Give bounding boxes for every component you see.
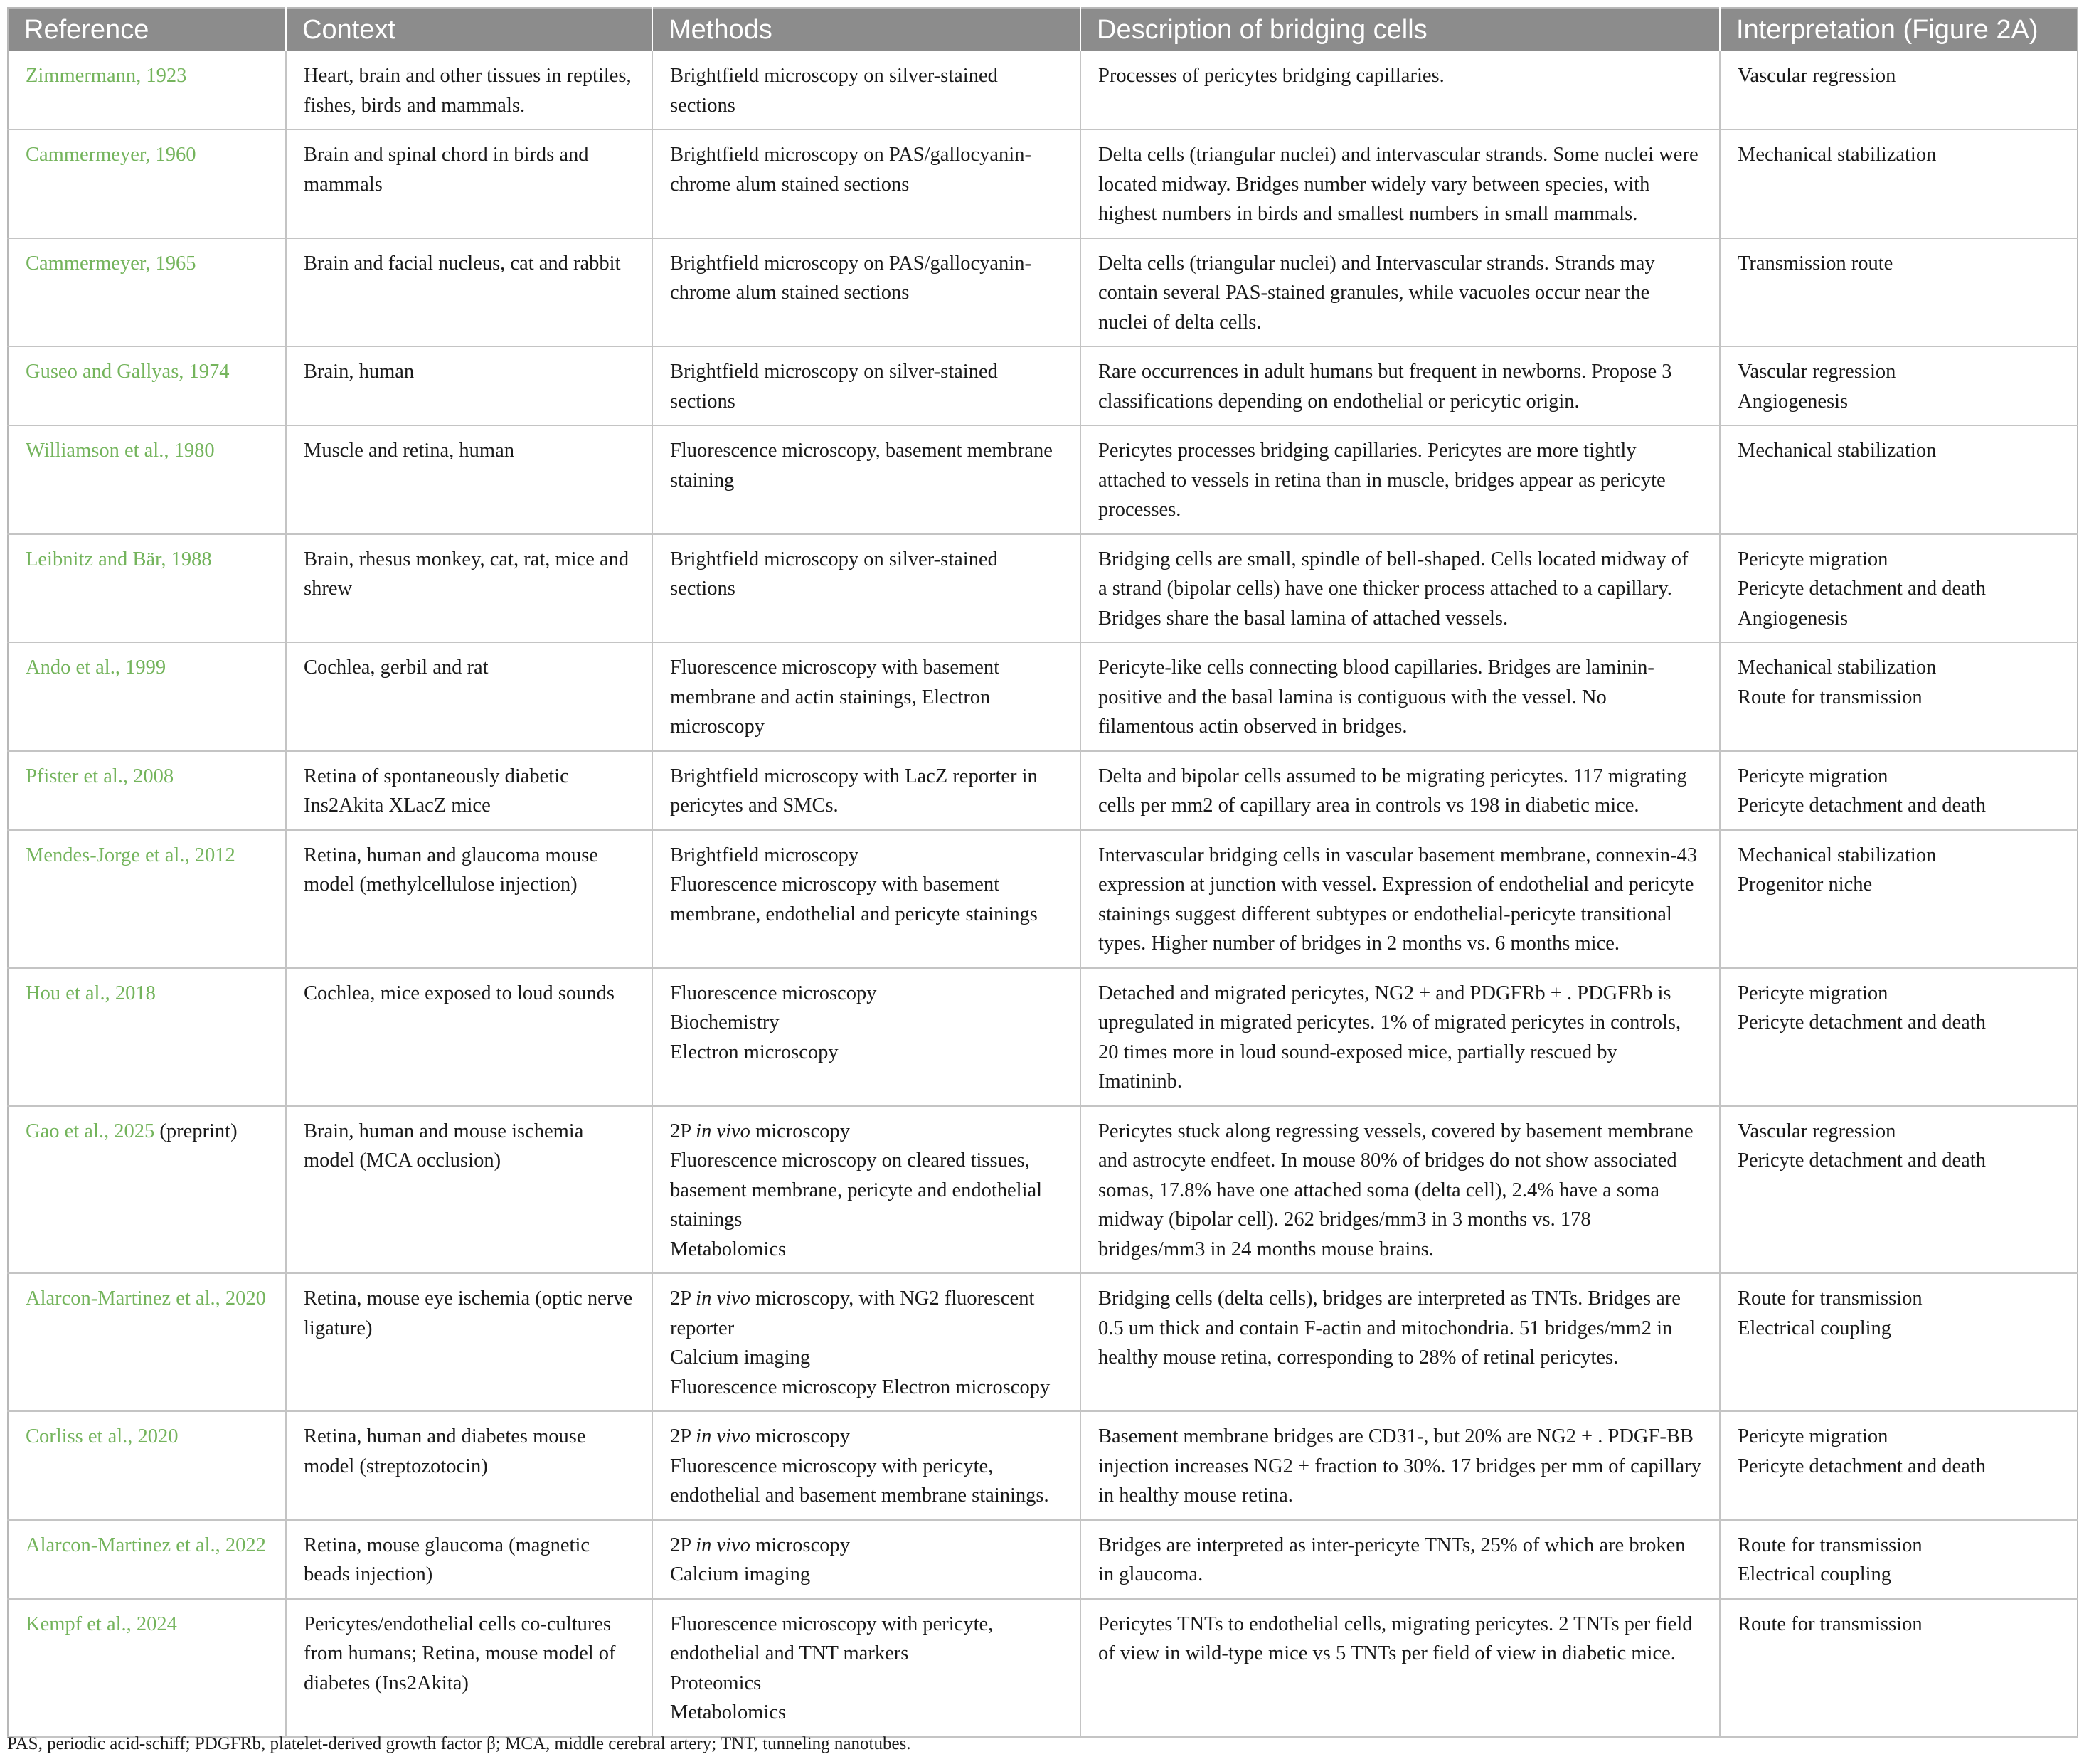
method-text: Proteomics: [670, 1672, 762, 1694]
interpretation-line: Pericyte detachment and death: [1738, 795, 1986, 817]
method-text: Brightfield microscopy on silver-stained sections: [670, 548, 998, 600]
methods-cell: [652, 1520, 1080, 1599]
reference-link[interactable]: Corliss et al., 2020: [26, 1425, 179, 1447]
table-container: [7, 7, 2077, 1738]
reference-link[interactable]: Zimmermann, 1923: [26, 65, 187, 87]
method-italic-text: in vivo: [696, 1534, 750, 1556]
method-italic-text: in vivo: [696, 1425, 750, 1447]
interpretation-line: Pericyte detachment and death: [1738, 578, 1986, 600]
methods-cell: [652, 129, 1080, 238]
context-cell: Brain, human and mouse ischemia model (MCA occlusion): [286, 1106, 652, 1274]
reference-cell: [8, 51, 286, 129]
reference-cell: [8, 1273, 286, 1411]
header-row: [8, 8, 2078, 51]
interpretation-line: Pericyte migration: [1738, 548, 1888, 570]
reference-link[interactable]: Cammermeyer, 1960: [26, 144, 196, 166]
method-text: Fluorescence microscopy with pericyte, endothelial and basement membrane stainings.: [670, 1455, 1049, 1507]
reference-link[interactable]: Guseo and Gallyas, 1974: [26, 361, 230, 383]
interpretation-line: Progenitor niche: [1738, 873, 1873, 896]
interpretation-cell: [1720, 1520, 2078, 1599]
table-row: [8, 129, 2078, 238]
header-description: Description of bridging cells: [1080, 8, 1720, 51]
interpretation-cell: [1720, 425, 2078, 534]
table-row: [8, 1411, 2078, 1520]
interpretation-line: Route for transmission: [1738, 1534, 1923, 1556]
interpretation-cell: [1720, 751, 2078, 830]
interpretation-line: Vascular regression: [1738, 1120, 1896, 1142]
interpretation-cell: [1720, 1106, 2078, 1274]
table-row: [8, 830, 2078, 968]
method-line: [670, 979, 1063, 1009]
interpretation-line: Pericyte detachment and death: [1738, 1011, 1986, 1034]
methods-cell: [652, 534, 1080, 643]
interpretation-line: Pericyte detachment and death: [1738, 1149, 1986, 1171]
interpretation-line: Vascular regression: [1738, 361, 1896, 383]
table-row: [8, 642, 2078, 751]
method-line: [670, 1117, 1063, 1147]
context-cell: Brain, rhesus monkey, cat, rat, mice and shrew: [286, 534, 652, 643]
context-cell: Retina, human and diabetes mouse model (streptozotocin): [286, 1411, 652, 1520]
reference-cell: [8, 425, 286, 534]
description-cell: Delta cells (triangular nuclei) and intervascular strands. Some nuclei were located midway. Bridges number widely vary between species, with highest numbers in birds and smallest numbers in small mammals.: [1080, 129, 1720, 238]
method-text: 2P: [670, 1534, 696, 1556]
reference-link[interactable]: Alarcon-Martinez et al., 2022: [26, 1534, 266, 1556]
interpretation-cell: [1720, 1411, 2078, 1520]
reference-link[interactable]: Williamson et al., 1980: [26, 440, 215, 462]
interpretation-line: Pericyte migration: [1738, 1425, 1888, 1447]
table-row: [8, 1520, 2078, 1599]
interpretation-line: Pericyte detachment and death: [1738, 1455, 1986, 1477]
interpretation-cell: [1720, 346, 2078, 425]
interpretation-line: Mechanical stabilization: [1738, 144, 1937, 166]
description-cell: Pericytes TNTs to endothelial cells, migrating pericytes. 2 TNTs per field of view in wild-type mice vs 5 TNTs per field of view in diabetic mice.: [1080, 1599, 1720, 1737]
interpretation-line: Mechanical stabilization: [1738, 657, 1937, 679]
interpretation-line: Transmission route: [1738, 252, 1893, 275]
method-italic-text: in vivo: [696, 1120, 750, 1142]
reference-link[interactable]: Pfister et al., 2008: [26, 765, 174, 787]
table-row: [8, 534, 2078, 643]
method-line: [670, 1235, 1063, 1265]
reference-link[interactable]: Hou et al., 2018: [26, 982, 156, 1004]
methods-cell: [652, 51, 1080, 129]
interpretation-line: Mechanical stabilization: [1738, 844, 1937, 866]
context-cell: Brain, human: [286, 346, 652, 425]
method-line: [670, 1698, 1063, 1728]
method-text: 2P: [670, 1425, 696, 1447]
context-cell: Heart, brain and other tissues in reptiles, fishes, birds and mammals.: [286, 51, 652, 129]
reference-cell: [8, 642, 286, 751]
method-line: [670, 1373, 1063, 1403]
method-text: Brightfield microscopy on PAS/gallocyanin-chrome alum stained sections: [670, 144, 1031, 196]
method-line: [670, 1669, 1063, 1699]
context-cell: Retina, mouse glaucoma (magnetic beads injection): [286, 1520, 652, 1599]
method-line: [670, 436, 1063, 495]
context-cell: Retina, mouse eye ischemia (optic nerve ligature): [286, 1273, 652, 1411]
interpretation-line: Angiogenesis: [1738, 390, 1849, 413]
method-text: Fluorescence microscopy with basement membrane, endothelial and pericyte stainings: [670, 873, 1038, 925]
method-line: [670, 653, 1063, 742]
reference-link[interactable]: Ando et al., 1999: [26, 657, 166, 679]
methods-cell: [652, 425, 1080, 534]
description-cell: Delta cells (triangular nuclei) and Intervascular strands. Strands may contain several PAS-stained granules, while vacuoles occur near the nuclei of delta cells.: [1080, 238, 1720, 347]
methods-cell: [652, 1273, 1080, 1411]
interpretation-line: Pericyte migration: [1738, 982, 1888, 1004]
interpretation-line: Route for transmission: [1738, 1612, 1923, 1635]
reference-note: (preprint): [159, 1120, 238, 1142]
method-line: [670, 1038, 1063, 1068]
interpretation-line: Route for transmission: [1738, 1287, 1923, 1309]
method-line: [670, 1610, 1063, 1669]
method-text: Biochemistry: [670, 1011, 780, 1034]
interpretation-cell: [1720, 1273, 2078, 1411]
methods-cell: [652, 642, 1080, 751]
methods-cell: [652, 1411, 1080, 1520]
method-line: [670, 1452, 1063, 1511]
reference-cell: [8, 968, 286, 1106]
methods-cell: [652, 238, 1080, 347]
method-text: Metabolomics: [670, 1701, 787, 1723]
interpretation-cell: [1720, 830, 2078, 968]
table-row: [8, 425, 2078, 534]
methods-cell: [652, 346, 1080, 425]
reference-link[interactable]: Cammermeyer, 1965: [26, 252, 196, 275]
interpretation-cell: [1720, 534, 2078, 643]
reference-cell: [8, 238, 286, 347]
context-cell: Muscle and retina, human: [286, 425, 652, 534]
reference-cell: [8, 830, 286, 968]
context-cell: Brain and facial nucleus, cat and rabbit: [286, 238, 652, 347]
reference-cell: [8, 1411, 286, 1520]
method-line: [670, 841, 1063, 871]
context-cell: Cochlea, gerbil and rat: [286, 642, 652, 751]
method-text: Calcium imaging: [670, 1563, 811, 1585]
method-line: [670, 1531, 1063, 1561]
method-text: Brightfield microscopy on silver-stained sections: [670, 65, 998, 117]
method-text: Metabolomics: [670, 1238, 787, 1260]
method-text: 2P: [670, 1120, 696, 1142]
method-line: [670, 545, 1063, 604]
interpretation-line: Vascular regression: [1738, 65, 1896, 87]
context-cell: Retina, human and glaucoma mouse model (methylcellulose injection): [286, 830, 652, 968]
method-text: microscopy: [750, 1120, 851, 1142]
method-text: Calcium imaging: [670, 1346, 811, 1369]
method-text: Fluorescence microscopy: [670, 982, 877, 1004]
methods-cell: [652, 968, 1080, 1106]
reference-link[interactable]: Kempf et al., 2024: [26, 1612, 177, 1635]
description-cell: Processes of pericytes bridging capillaries.: [1080, 51, 1720, 129]
method-italic-text: in vivo: [696, 1287, 750, 1309]
reference-cell: [8, 346, 286, 425]
interpretation-line: Angiogenesis: [1738, 607, 1849, 629]
context-cell: Pericytes/endothelial cells co-cultures from humans; Retina, mouse model of diabetes (Ins2Akita): [286, 1599, 652, 1737]
description-cell: Pericytes stuck along regressing vessels, covered by basement membrane and astrocyte endfeet. In mouse 80% of bridges do not show associated somas, 17.8% have one attached soma (delta cell), 2.4% have a soma midway (bipolar cell). 262 bridges/mm3 in 3 months vs. 178 bridges/mm3 in 24 months mouse brains.: [1080, 1106, 1720, 1274]
table-row: [8, 1273, 2078, 1411]
reference-cell: [8, 129, 286, 238]
interpretation-cell: [1720, 968, 2078, 1106]
method-line: [670, 1284, 1063, 1343]
reference-cell: [8, 1599, 286, 1737]
reference-cell: [8, 1520, 286, 1599]
interpretation-cell: [1720, 642, 2078, 751]
method-text: Fluorescence microscopy with basement membrane and actin stainings, Electron microscopy: [670, 657, 999, 738]
header-reference: Reference: [8, 8, 286, 51]
description-cell: Intervascular bridging cells in vascular basement membrane, connexin-43 expression at junction with vessel. Expression of endothelial and pericyte stainings suggest different subtypes or endothelial-pericyte transitional types. Higher number of bridges in 2 months vs. 6 months mice.: [1080, 830, 1720, 968]
table-footnote: PAS, periodic acid-schiff; PDGFRb, platelet-derived growth factor β; MCA, middle cerebral artery; TNT, tunneling nanotubes.: [7, 1734, 911, 1753]
reference-cell: [8, 1106, 286, 1274]
reference-cell: [8, 751, 286, 830]
header-interpretation: Interpretation (Figure 2A): [1720, 8, 2078, 51]
table-row: [8, 968, 2078, 1106]
method-text: Fluorescence microscopy Electron microscopy: [670, 1376, 1051, 1398]
description-cell: Bridging cells (delta cells), bridges are interpreted as TNTs. Bridges are 0.5 um thick and contain F-actin and mitochondria. 51 bridges/mm2 in healthy mouse retina, corresponding to 28% of retinal pericytes.: [1080, 1273, 1720, 1411]
interpretation-cell: [1720, 238, 2078, 347]
table-body: [8, 51, 2078, 1737]
reference-link[interactable]: Alarcon-Martinez et al., 2020: [26, 1287, 266, 1309]
table-header: [8, 8, 2078, 51]
description-cell: Rare occurrences in adult humans but frequent in newborns. Propose 3 classifications depending on endothelial or pericytic origin.: [1080, 346, 1720, 425]
method-line: [670, 61, 1063, 120]
interpretation-line: Mechanical stabilization: [1738, 440, 1937, 462]
interpretation-cell: [1720, 1599, 2078, 1737]
description-cell: Basement membrane bridges are CD31-, but 20% are NG2 + . PDGF-BB injection increases NG2 + fraction to 30%. 17 bridges per mm of capillary in healthy mouse retina.: [1080, 1411, 1720, 1520]
method-line: [670, 1343, 1063, 1373]
description-cell: Bridges are interpreted as inter-pericyte TNTs, 25% of which are broken in glaucoma.: [1080, 1520, 1720, 1599]
table-row: [8, 238, 2078, 347]
context-cell: Retina of spontaneously diabetic Ins2Akita XLacZ mice: [286, 751, 652, 830]
method-line: [670, 140, 1063, 199]
interpretation-line: Electrical coupling: [1738, 1563, 1892, 1585]
method-line: [670, 870, 1063, 929]
methods-cell: [652, 1599, 1080, 1737]
method-text: Brightfield microscopy on silver-stained sections: [670, 361, 998, 413]
interpretation-line: Pericyte migration: [1738, 765, 1888, 787]
method-text: Brightfield microscopy with LacZ reporter in pericytes and SMCs.: [670, 765, 1038, 817]
description-cell: Bridging cells are small, spindle of bell-shaped. Cells located midway of a strand (bipolar cells) have one thicker process attached to a capillary. Bridges share the basal lamina of attached vessels.: [1080, 534, 1720, 643]
table-row: [8, 751, 2078, 830]
header-context: Context: [286, 8, 652, 51]
methods-cell: [652, 1106, 1080, 1274]
interpretation-line: Electrical coupling: [1738, 1317, 1892, 1339]
reference-link[interactable]: Mendes-Jorge et al., 2012: [26, 844, 235, 866]
description-cell: Pericyte-like cells connecting blood capillaries. Bridges are laminin-positive and the basal lamina is contiguous with the vessel. No filamentous actin observed in bridges.: [1080, 642, 1720, 751]
bridging-cells-table: [7, 7, 2078, 1738]
table-row: [8, 1599, 2078, 1737]
method-text: Fluorescence microscopy with pericyte, endothelial and TNT markers: [670, 1612, 994, 1664]
description-cell: Detached and migrated pericytes, NG2 + and PDGFRb + . PDGFRb is upregulated in migrated pericytes. 1% of migrated pericytes in controls, 20 times more in loud sound-exposed mice, partially rescued by Imatininb.: [1080, 968, 1720, 1106]
table-row: [8, 346, 2078, 425]
methods-cell: [652, 751, 1080, 830]
method-line: [670, 1422, 1063, 1452]
methods-cell: [652, 830, 1080, 968]
method-text: Brightfield microscopy on PAS/gallocyanin-chrome alum stained sections: [670, 252, 1031, 304]
description-cell: Pericytes processes bridging capillaries. Pericytes are more tightly attached to vessels in retina than in muscle, bridges appear as pericyte processes.: [1080, 425, 1720, 534]
method-line: [670, 762, 1063, 821]
reference-link[interactable]: Leibnitz and Bär, 1988: [26, 548, 212, 570]
reference-link[interactable]: Gao et al., 2025: [26, 1120, 155, 1142]
method-line: [670, 1560, 1063, 1590]
method-line: [670, 1008, 1063, 1038]
method-line: [670, 249, 1063, 308]
reference-cell: [8, 534, 286, 643]
description-cell: Delta and bipolar cells assumed to be migrating pericytes. 117 migrating cells per mm2 of capillary area in controls vs 198 in diabetic mice.: [1080, 751, 1720, 830]
context-cell: Brain and spinal chord in birds and mammals: [286, 129, 652, 238]
interpretation-cell: [1720, 129, 2078, 238]
method-text: 2P: [670, 1287, 696, 1309]
table-row: [8, 51, 2078, 129]
method-text: microscopy, with NG2 fluorescent reporter: [670, 1287, 1035, 1339]
header-methods: Methods: [652, 8, 1080, 51]
context-cell: Cochlea, mice exposed to loud sounds: [286, 968, 652, 1106]
method-line: [670, 1146, 1063, 1235]
table-row: [8, 1106, 2078, 1274]
method-line: [670, 357, 1063, 416]
method-text: microscopy: [750, 1425, 851, 1447]
method-text: Electron microscopy: [670, 1041, 839, 1063]
method-text: Fluorescence microscopy on cleared tissues, basement membrane, pericyte and endothelial stainings: [670, 1149, 1043, 1231]
interpretation-line: Route for transmission: [1738, 686, 1923, 708]
method-text: Fluorescence microscopy, basement membrane staining: [670, 440, 1053, 492]
interpretation-cell: [1720, 51, 2078, 129]
method-text: Brightfield microscopy: [670, 844, 859, 866]
method-text: microscopy: [750, 1534, 851, 1556]
